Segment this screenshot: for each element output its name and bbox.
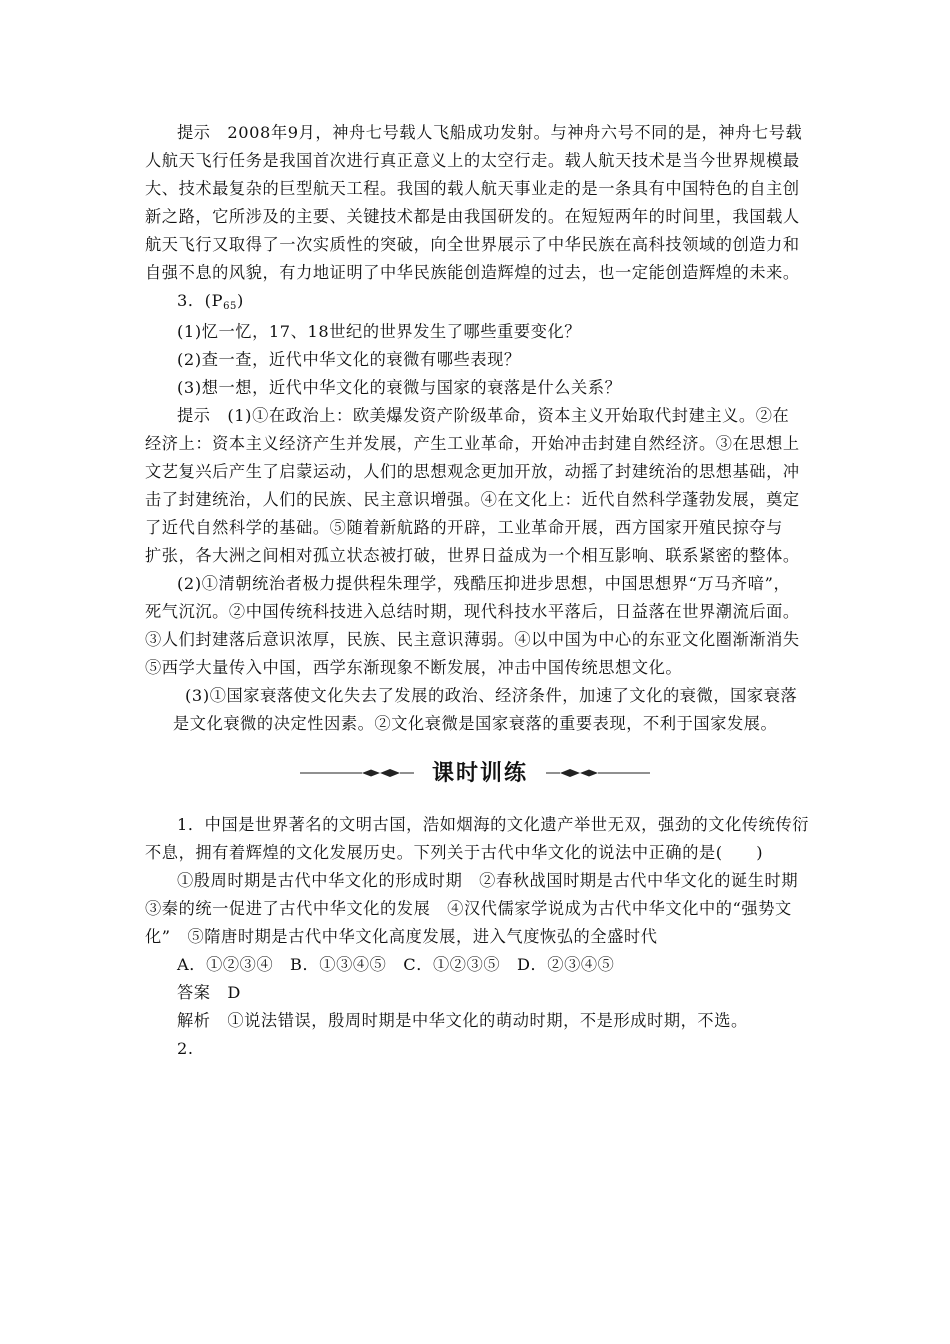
hint2-line: 是文化衰微的决定性因素。②文化衰微是国家衰落的重要表现，不利于国家发展。 [173, 714, 778, 733]
exercise-1-answer: 答案 D [177, 983, 241, 1002]
hint1-line: 航天飞行又取得了一次实质性的突破，向全世界展示了中华民族在高科技领域的创造力和 [145, 235, 800, 254]
question-number: 3．(P [177, 291, 224, 310]
section-title: 课时训练 [431, 761, 528, 786]
hint1-line: 大、技术最复杂的巨型航天工程。我国的载人航天事业走的是一条具有中国特色的自主创 [145, 179, 800, 198]
exercise-1-analysis: 解析 ①说法错误，殷周时期是中华文化的萌动时期，不是形成时期，不选。 [177, 1011, 748, 1030]
hint2-line: ③人们封建落后意识浓厚，民族、民主意识薄弱。④以中国为中心的东亚文化圈渐渐消失 [145, 630, 800, 649]
hint2-line: 经济上：资本主义经济产生并发展，产生工业革命，开始冲击封建自然经济。③在思想上 [145, 434, 800, 453]
exercise-1-stem: 不息，拥有着辉煌的文化发展历史。下列关于古代中华文化的说法中正确的是( ) [145, 843, 764, 862]
exercise-1-statement: ①殷周时期是古代中华文化的形成时期 ②春秋战国时期是古代中华文化的诞生时期 [177, 871, 799, 890]
answer-section [145, 119, 813, 738]
page-subscript: 65 [223, 301, 238, 312]
question-3-item: (3)想一想，近代中华文化的衰微与国家的衰落是什么关系？ [177, 378, 622, 397]
exercise-2-number: 2. [177, 1039, 194, 1058]
section-heading [300, 753, 660, 793]
exercise-section [145, 811, 813, 1063]
exercise-1-options: A．①②③④ B．①③④⑤ C．①②③⑤ D．②③④⑤ [177, 955, 615, 974]
hint2-line: (3)①国家衰落使文化失去了发展的政治、经济条件，加速了文化的衰微，国家衰落 [185, 686, 798, 705]
hint1-line: 新之路，它所涉及的主要、关键技术都是由我国研发的。在短短两年的时间里，我国载人 [145, 207, 800, 226]
question-close: ) [237, 291, 244, 310]
hint2-line: ⑤西学大量传入中国，西学东渐现象不断发展，冲击中国传统思想文化。 [145, 658, 683, 677]
hint2-line: 死气沉沉。②中国传统科技进入总结时期，现代科技水平落后，日益落在世界潮流后面。 [145, 602, 800, 621]
hint2-line: 扩张，各大洲之间相对孤立状态被打破，世界日益成为一个相互影响、联系紧密的整体。 [145, 546, 800, 565]
hint2-line: 击了封建统治，人们的民族、民主意识增强。④在文化上：近代自然科学蓬勃发展，奠定 [145, 490, 800, 509]
hint2-line: 文艺复兴后产生了启蒙运动，人们的思想观念更加开放，动摇了封建统治的思想基础，冲 [145, 462, 800, 481]
hint1-line: 自强不息的风貌，有力地证明了中华民族能创造辉煌的过去，也一定能创造辉煌的未来。 [145, 263, 800, 282]
hint1-line: 提示 2008年9月，神舟七号载人飞船成功发射。与神舟六号不同的是，神舟七号载 [177, 123, 803, 142]
question-3-item: (2)查一查，近代中华文化的衰微有哪些表现？ [177, 350, 521, 369]
question-3-item: (1)忆一忆，17、18世纪的世界发生了哪些重要变化？ [177, 322, 582, 341]
hint2-line: (2)①清朝统治者极力提供程朱理学，残酷压抑进步思想，中国思想界“万马齐喑”， [177, 574, 791, 593]
question-3-heading [145, 287, 813, 318]
exercise-1-statement: 化” ⑤隋唐时期是古代中华文化高度发展，进入气度恢弘的全盛时代 [145, 927, 658, 946]
hint2-line: 了近代自然科学的基础。⑤随着新航路的开辟，工业革命开展，西方国家开殖民掠夺与 [145, 518, 783, 537]
exercise-1-stem: 1．中国是世界著名的文明古国，浩如烟海的文化遗产举世无双，强劲的文化传统传衍 [177, 815, 810, 834]
hint2-line: 提示 (1)①在政治上：欧美爆发资产阶级革命，资本主义开始取代封建主义。②在 [177, 406, 790, 425]
exercise-1-statement: ③秦的统一促进了古代中华文化的发展 ④汉代儒家学说成为古代中华文化中的“强势文 [145, 899, 792, 918]
hint1-line: 人航天飞行任务是我国首次进行真正意义上的太空行走。载人航天技术是当今世界规模最 [145, 151, 800, 170]
